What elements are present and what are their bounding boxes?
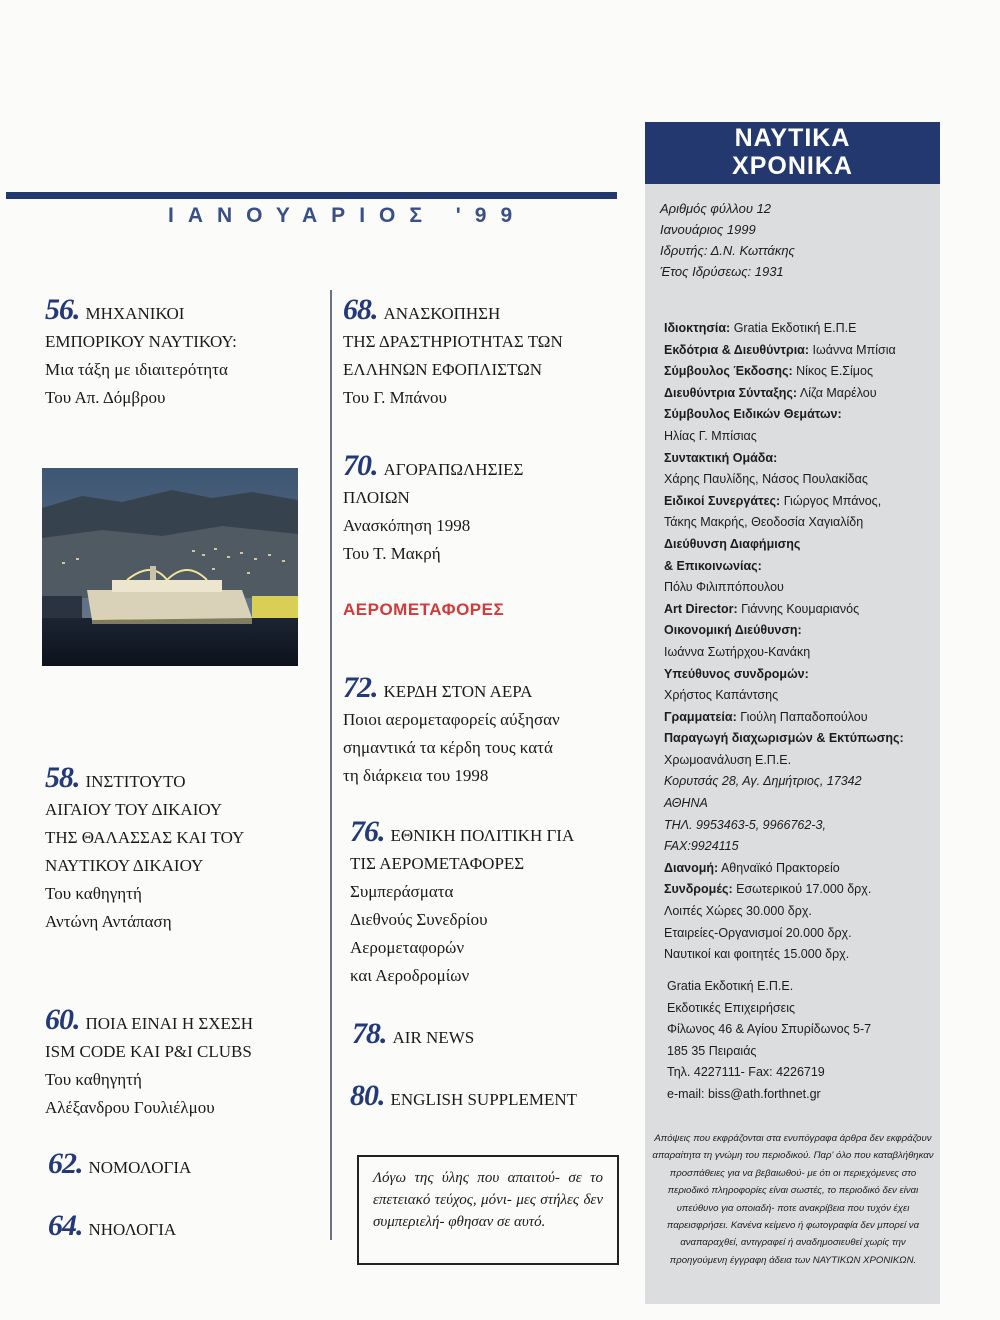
toc-entry-80[interactable] (350, 1079, 578, 1114)
credit-line: Διευθύντρια Σύνταξης: Λίζα Μαρέλου (664, 385, 877, 400)
toc-line: ΤΙΣ ΑΕΡΟΜΕΤΑΦΟΡΕΣ (350, 854, 525, 873)
page-number: 70. (343, 449, 378, 482)
toc-line: ΙΝΣΤΙΤΟΥΤΟ (85, 772, 186, 791)
toc-line: ΑΝΑΣΚΟΠΗΣΗ (383, 304, 501, 323)
toc-entry-72[interactable] (343, 671, 560, 790)
credit-line: Τάκης Μακρής, Θεοδοσία Χαγιαλίδη (664, 515, 864, 530)
toc-line: Του Γ. Μπάνου (343, 388, 447, 407)
toc-entry-78[interactable] (352, 1017, 475, 1052)
credit-line: Διεύθυνση Διαφήμισης (664, 536, 801, 551)
toc-line: AIR NEWS (392, 1028, 475, 1047)
toc-line: ΝΟΜΟΛΟΓΙΑ (88, 1158, 192, 1177)
credit-line: Συνδρομές: Εσωτερικού 17.000 δρχ. (664, 882, 872, 897)
credit-line: Εκδότρια & Διευθύντρια: Ιωάννα Μπίσια (664, 342, 896, 357)
toc-entry-68[interactable] (343, 293, 563, 412)
address-line: Φίλωνος 46 & Αγίου Σπυρίδωνος 5-7 (667, 1022, 872, 1037)
toc-line: ΚΕΡΔΗ ΣΤΟΝ ΑΕΡΑ (383, 682, 533, 701)
credit-line: Παραγωγή διαχωρισμών & Εκτύπωσης: (664, 731, 904, 746)
toc-entry-64[interactable] (48, 1209, 177, 1244)
page-number: 76. (350, 815, 385, 848)
toc-line: ΕΜΠΟΡΙΚΟΥ ΝΑΥΤΙΚΟΥ: (45, 332, 237, 351)
masthead-line: ΝΑΥΤΙΚΑ (734, 124, 851, 152)
credit-line: Σύμβουλος Ειδικών Θεμάτων: (664, 407, 842, 422)
staff-credits (664, 318, 939, 966)
credit-line: Οικονομική Διεύθυνση: (664, 623, 802, 638)
toc-line: ΕΘΝΙΚΗ ΠΟΛΙΤΙΚΗ ΓΙΑ (390, 826, 575, 845)
toc-line: Του Απ. Δόμβρου (45, 388, 166, 407)
column-divider (330, 290, 332, 1240)
address-line: 185 35 Πειραιάς (667, 1043, 757, 1058)
toc-line: Μια τάξη με ιδιαιτερότητα (45, 360, 228, 379)
toc-line: ΠΟΙΑ ΕΙΝΑΙ Η ΣΧΕΣΗ (85, 1014, 254, 1033)
address-line: Gratia Εκδοτική Ε.Π.Ε. (667, 979, 794, 993)
toc-line: σημαντικά τα κέρδη τους κατά (343, 738, 553, 757)
credit-line: Ειδικοί Συνεργάτες: Γιώργος Μπάνος, (664, 493, 882, 508)
masthead-title (645, 122, 940, 184)
credit-line: Χάρης Παυλίδης, Νάσος Πουλακίδας (664, 472, 868, 487)
toc-line: Του Τ. Μακρή (343, 544, 441, 563)
credit-line: Διανομή: Αθηναϊκό Πρακτορείο (664, 860, 840, 875)
credit-line: & Επικοινωνίας: (664, 558, 762, 573)
toc-line: ΝΑΥΤΙΚΟΥ ΔΙΚΑΙΟΥ (45, 856, 204, 875)
credit-line: Γραμματεία: Γιούλη Παπαδοπούλου (664, 709, 868, 724)
toc-line: ΕΛΛΗΝΩΝ ΕΦΟΠΛΙΣΤΩΝ (343, 360, 542, 379)
page-number: 72. (343, 671, 378, 704)
disclaimer: Απόψεις που εκφράζονται στα ενυπόγραφα άρθρα δεν εκφράζουν απαραίτητα τη γνώμη του περιοδικού. Παρ' όλο που καταβλήθηκαν προσπάθειες για να βεβαιωθού- με ότι οι περιεχόμενες στο περιοδικό πληροφορίες είναι σωστές, το περιοδικό δεν είναι υπεύθυνο για οποιαδή- ποτε ανακρίβεια που τυχόν έχει παρεισφρήσει. Κανένα κείμενο ή φωτογραφία δεν μπορεί να αναπαραχθεί, αντιγραφεί ή αναδημοσιευθεί χωρίς την προηγούμενη έγγραφη άδεια των ΝΑΥΤΙΚΩΝ ΧΡΟΝΙΚΩΝ. (652, 1133, 934, 1266)
toc-entry-70[interactable] (343, 449, 524, 568)
toc-line: Διεθνούς Συνεδρίου (350, 910, 488, 929)
credit-line: Ηλίας Γ. Μπίσιας (664, 428, 757, 443)
page-number: 58. (45, 761, 80, 794)
toc-line: Αλέξανδρου Γουλιέλμου (45, 1098, 215, 1117)
credit-line: Πόλυ Φιλιππόπουλου (664, 580, 784, 595)
toc-line: τη διάρκεια του 1998 (343, 766, 489, 785)
publisher-address (667, 976, 871, 1106)
email-link[interactable]: e-mail: biss@ath.forthnet.gr (667, 1086, 821, 1101)
credit-line: ΤΗΛ. 9953463-5, 9966762-3, (664, 817, 826, 832)
toc-entry-76[interactable] (350, 815, 575, 990)
toc-line: Αντώνη Αντάπαση (45, 912, 172, 931)
meta-line: Ιανουάριος 1999 (660, 222, 756, 237)
toc-line: ΤΗΣ ΘΑΛΑΣΣΑΣ ΚΑΙ ΤΟΥ (45, 828, 245, 847)
toc-line: Αερομεταφορών (350, 938, 465, 957)
toc-line: Του καθηγητή (45, 1070, 142, 1089)
toc-line: ISM CODE ΚΑΙ P&I CLUBS (45, 1042, 252, 1061)
toc-line: Ανασκόπηση 1998 (343, 516, 471, 535)
toc-entry-62[interactable] (48, 1147, 192, 1182)
credit-line: Art Director: Γιάννης Κουμαριανός (664, 601, 860, 616)
meta-line: Ιδρυτής: Δ.Ν. Κωττάκης (660, 243, 795, 258)
section-heading-air-transport: ΑΕΡΟΜΕΤΑΦΟΡΕΣ (343, 600, 505, 619)
page-number: 68. (343, 293, 378, 326)
issue-title: ΙΑΝΟΥΑΡΙΟΣ '99 (168, 204, 527, 227)
toc-line: ΠΛΟΙΩΝ (343, 488, 410, 507)
toc-line: ΑΙΓΑΙΟΥ ΤΟΥ ΔΙΚΑΙΟΥ (45, 800, 223, 819)
page-number: 80. (350, 1079, 385, 1112)
credit-line: Σύμβουλος Έκδοσης: Νίκος Ε.Σίμος (664, 364, 873, 379)
toc-line: Του καθηγητή (45, 884, 142, 903)
page-number: 60. (45, 1003, 80, 1036)
credit-line: Κορυτσάς 28, Αγ. Δημήτριος, 17342 (664, 774, 862, 789)
page-number: 78. (352, 1017, 387, 1050)
credit-line: Εταιρείες-Οργανισμοί 20.000 δρχ. (664, 925, 852, 940)
page-number: 64. (48, 1209, 83, 1242)
address-line: Εκδοτικές Επιχειρήσεις (667, 1000, 796, 1015)
toc-line: ENGLISH SUPPLEMENT (390, 1090, 578, 1109)
credit-line: Λοιπές Χώρες 30.000 δρχ. (664, 904, 812, 919)
credit-line: Ιδιοκτησία: Gratia Εκδοτική Ε.Π.Ε (664, 321, 857, 335)
toc-line: ΝΗΟΛΟΓΙΑ (88, 1220, 177, 1239)
credit-line: FAX:9924115 (664, 839, 739, 854)
page-number: 56. (45, 293, 80, 326)
credit-line: Υπεύθυνος συνδρομών: (664, 666, 809, 681)
credit-line: ΑΘΗΝΑ (664, 796, 708, 811)
meta-line: Αριθμός φύλλου 12 (660, 201, 772, 216)
toc-line: ΤΗΣ ΔΡΑΣΤΗΡΙΟΤΗΤΑΣ ΤΩΝ (343, 332, 563, 351)
address-line: Τηλ. 4227111- Fax: 4226719 (667, 1065, 825, 1080)
masthead-line: ΧΡΟΝΙΚΑ (732, 152, 853, 180)
issue-meta (660, 198, 795, 282)
toc-line: ΜΗΧΑΝΙΚΟΙ (85, 304, 185, 323)
credit-line: Χρωμοανάλυση Ε.Π.Ε. (664, 752, 792, 767)
header-rule (6, 192, 617, 199)
toc-entry-56[interactable] (45, 293, 237, 412)
credit-line: Συντακτική Ομάδα: (664, 450, 778, 465)
page-number: 62. (48, 1147, 83, 1180)
toc-line: ΑΓΟΡΑΠΩΛΗΣΙΕΣ (383, 460, 524, 479)
credit-line: Ιωάννα Σωτήρχου-Κανάκη (664, 644, 811, 659)
toc-entry-60[interactable] (45, 1003, 254, 1122)
toc-line: Ποιοι αερομεταφορείς αύξησαν (343, 710, 560, 729)
toc-entry-58[interactable] (45, 761, 245, 936)
toc-line: και Αεροδρομίων (350, 966, 470, 985)
note-box: Λόγω της ύλης που απαιτού- σε το επετειακό τεύχος, μόνι- μες στήλες δεν συμπεριελή- φθησαν σε αυτό. (357, 1155, 619, 1265)
toc-line: Συμπεράσματα (350, 882, 454, 901)
credit-line: Χρήστος Καπάντσης (664, 688, 779, 703)
harbor-photo (42, 468, 298, 666)
credit-line: Ναυτικοί και φοιτητές 15.000 δρχ. (664, 947, 850, 962)
meta-line: Έτος Ιδρύσεως: 1931 (660, 264, 784, 279)
